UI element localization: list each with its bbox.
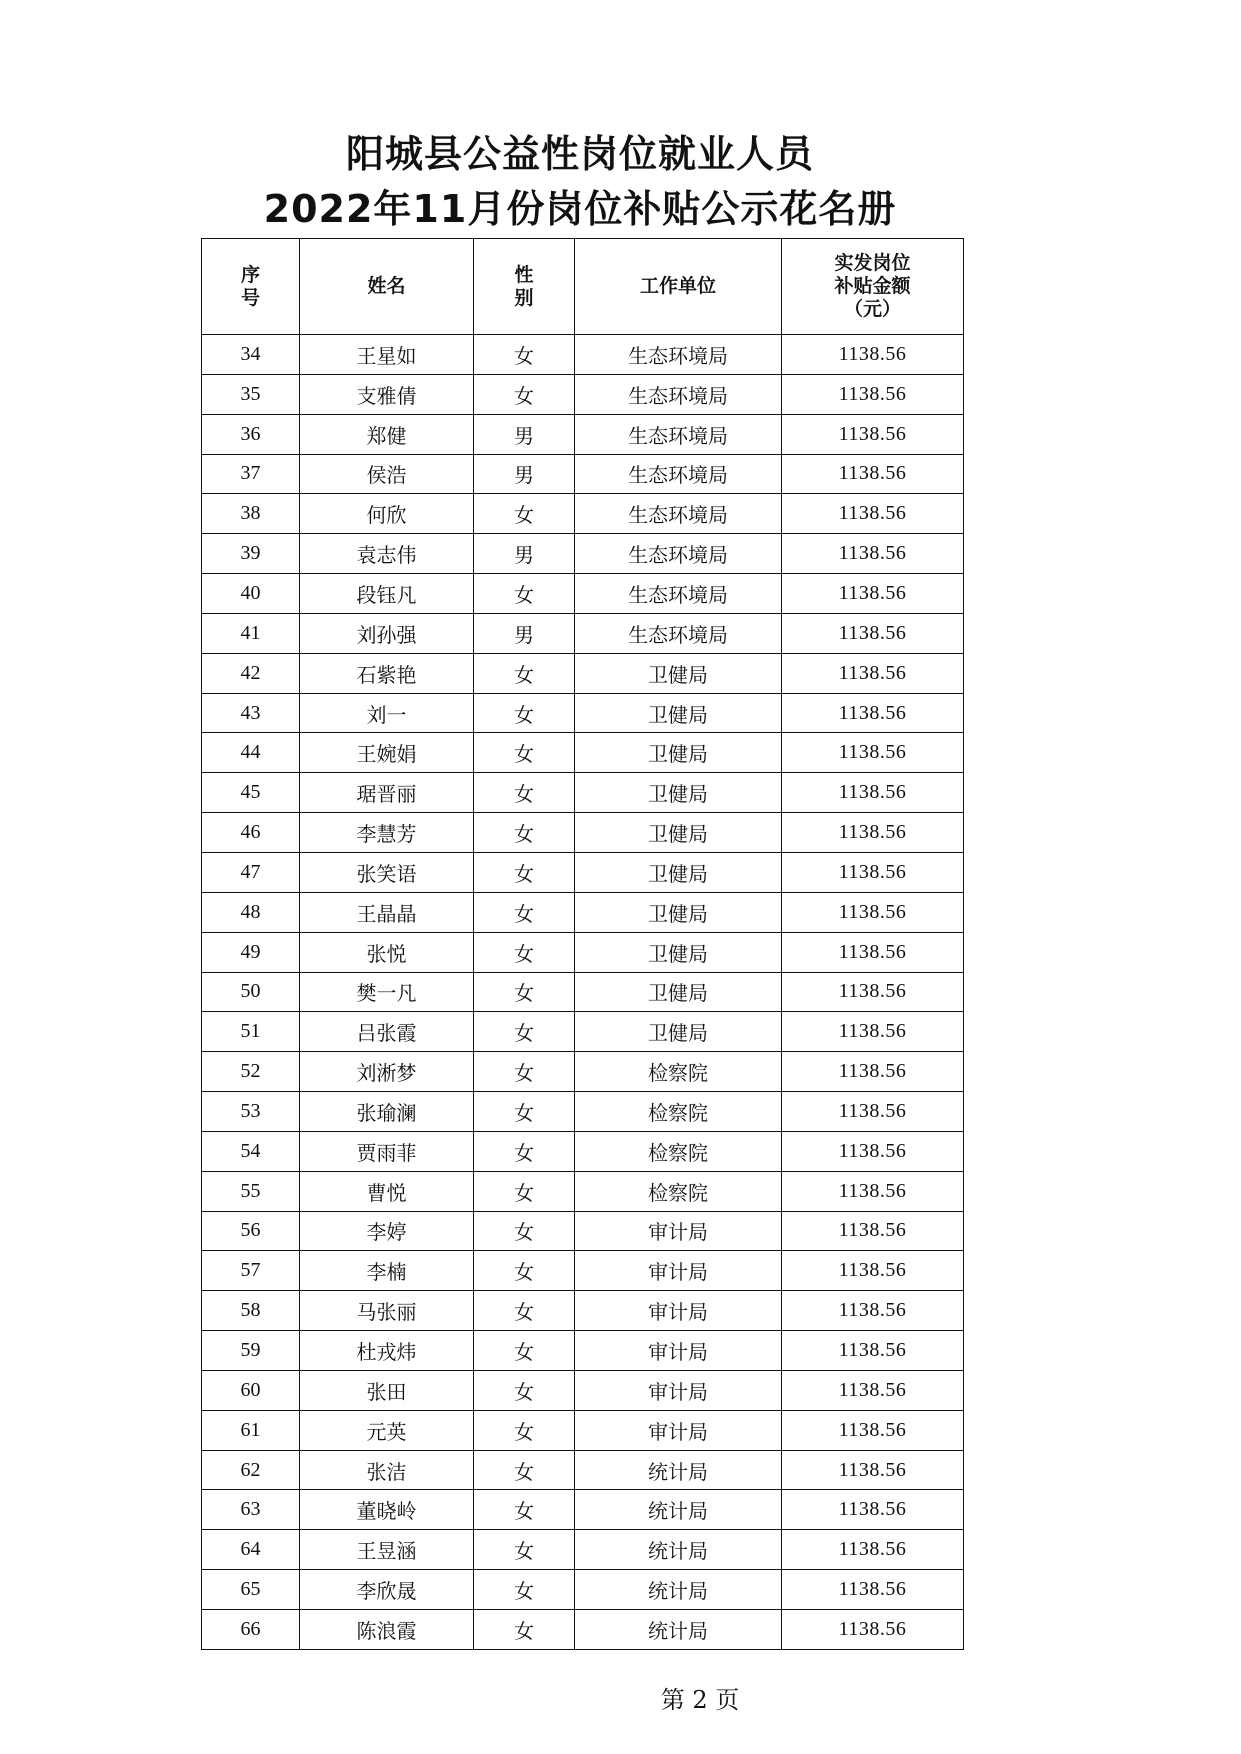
- cell-seq: 37: [202, 454, 300, 494]
- table-header-row: [202, 239, 964, 335]
- cell-seq: 52: [202, 1052, 300, 1092]
- cell-gender: 女: [474, 972, 575, 1012]
- cell-unit: 检察院: [575, 1171, 782, 1211]
- cell-seq: 45: [202, 773, 300, 813]
- cell-amount: 1138.56: [782, 1291, 964, 1331]
- cell-seq: 35: [202, 374, 300, 414]
- table-row: [202, 813, 964, 853]
- cell-gender: 女: [474, 1171, 575, 1211]
- cell-amount: 1138.56: [782, 892, 964, 932]
- cell-unit: 统计局: [575, 1490, 782, 1530]
- table-row: [202, 932, 964, 972]
- cell-gender: 女: [474, 932, 575, 972]
- cell-seq: 34: [202, 335, 300, 375]
- cell-amount: 1138.56: [782, 1410, 964, 1450]
- header-seq: [202, 239, 300, 335]
- cell-amount: 1138.56: [782, 454, 964, 494]
- cell-seq: 49: [202, 932, 300, 972]
- cell-unit: 卫健局: [575, 733, 782, 773]
- cell-name: 元英: [300, 1410, 474, 1450]
- cell-amount: 1138.56: [782, 1490, 964, 1530]
- cell-amount: 1138.56: [782, 613, 964, 653]
- header-amount-line: 补贴金额: [834, 275, 911, 297]
- cell-name: 何欣: [300, 494, 474, 534]
- cell-seq: 47: [202, 852, 300, 892]
- cell-unit: 卫健局: [575, 972, 782, 1012]
- cell-amount: 1138.56: [782, 1370, 964, 1410]
- cell-amount: 1138.56: [782, 534, 964, 574]
- cell-amount: 1138.56: [782, 773, 964, 813]
- cell-seq: 63: [202, 1490, 300, 1530]
- cell-name: 李慧芳: [300, 813, 474, 853]
- cell-gender: 女: [474, 1370, 575, 1410]
- cell-amount: 1138.56: [782, 733, 964, 773]
- cell-name: 李欣晟: [300, 1570, 474, 1610]
- table-row: [202, 773, 964, 813]
- cell-unit: 生态环境局: [575, 613, 782, 653]
- table-row: [202, 1490, 964, 1530]
- cell-gender: 女: [474, 733, 575, 773]
- table-row: [202, 1570, 964, 1610]
- cell-seq: 55: [202, 1171, 300, 1211]
- cell-seq: 61: [202, 1410, 300, 1450]
- cell-unit: 审计局: [575, 1291, 782, 1331]
- cell-gender: 女: [474, 1610, 575, 1650]
- cell-unit: 检察院: [575, 1052, 782, 1092]
- table-row: [202, 613, 964, 653]
- table-row: [202, 1410, 964, 1450]
- cell-unit: 卫健局: [575, 653, 782, 693]
- cell-amount: 1138.56: [782, 494, 964, 534]
- table-row: [202, 1171, 964, 1211]
- table-row: [202, 693, 964, 733]
- cell-name: 马张丽: [300, 1291, 474, 1331]
- cell-gender: 女: [474, 852, 575, 892]
- cell-gender: 女: [474, 1450, 575, 1490]
- cell-seq: 62: [202, 1450, 300, 1490]
- title-line-2: 2022年11月份岗位补贴公示花名册: [263, 187, 897, 231]
- cell-gender: 女: [474, 335, 575, 375]
- cell-seq: 60: [202, 1370, 300, 1410]
- cell-amount: 1138.56: [782, 1530, 964, 1570]
- header-gender: [474, 239, 575, 335]
- cell-name: 侯浩: [300, 454, 474, 494]
- cell-gender: 女: [474, 1052, 575, 1092]
- table-row: [202, 1211, 964, 1251]
- cell-unit: 生态环境局: [575, 374, 782, 414]
- cell-gender: 女: [474, 374, 575, 414]
- title-line-1: 阳城县公益性岗位就业人员: [345, 132, 814, 176]
- cell-name: 刘一: [300, 693, 474, 733]
- table-row: [202, 494, 964, 534]
- cell-seq: 48: [202, 892, 300, 932]
- table-row: [202, 1530, 964, 1570]
- table-row: [202, 1291, 964, 1331]
- page-number: 第 2 页: [660, 1686, 740, 1714]
- cell-amount: 1138.56: [782, 1131, 964, 1171]
- cell-gender: 女: [474, 1012, 575, 1052]
- cell-amount: 1138.56: [782, 1012, 964, 1052]
- cell-amount: 1138.56: [782, 1211, 964, 1251]
- header-name: 姓名: [300, 239, 474, 335]
- cell-amount: 1138.56: [782, 1450, 964, 1490]
- cell-name: 陈浪霞: [300, 1610, 474, 1650]
- cell-seq: 57: [202, 1251, 300, 1291]
- cell-seq: 65: [202, 1570, 300, 1610]
- header-amount-line: （元）: [843, 298, 901, 320]
- table-row: [202, 534, 964, 574]
- cell-unit: 审计局: [575, 1251, 782, 1291]
- cell-gender: 女: [474, 1570, 575, 1610]
- table-row: [202, 1092, 964, 1132]
- cell-name: 杜戎炜: [300, 1331, 474, 1371]
- cell-unit: 卫健局: [575, 813, 782, 853]
- cell-unit: 生态环境局: [575, 534, 782, 574]
- cell-name: 王昱涵: [300, 1530, 474, 1570]
- cell-amount: 1138.56: [782, 693, 964, 733]
- header-gender-line: 别: [514, 286, 534, 309]
- cell-gender: 男: [474, 454, 575, 494]
- table-row: [202, 1370, 964, 1410]
- cell-gender: 女: [474, 693, 575, 733]
- cell-seq: 43: [202, 693, 300, 733]
- cell-amount: 1138.56: [782, 414, 964, 454]
- cell-name: 董晓岭: [300, 1490, 474, 1530]
- cell-amount: 1138.56: [782, 1171, 964, 1211]
- cell-gender: 女: [474, 494, 575, 534]
- cell-name: 樊一凡: [300, 972, 474, 1012]
- table-row: [202, 972, 964, 1012]
- cell-amount: 1138.56: [782, 374, 964, 414]
- cell-seq: 64: [202, 1530, 300, 1570]
- cell-gender: 女: [474, 1211, 575, 1251]
- cell-name: 王星如: [300, 335, 474, 375]
- cell-amount: 1138.56: [782, 574, 964, 614]
- table-row: [202, 1251, 964, 1291]
- table-row: [202, 414, 964, 454]
- table-row: [202, 1131, 964, 1171]
- table-row: [202, 1052, 964, 1092]
- cell-amount: 1138.56: [782, 1251, 964, 1291]
- cell-gender: 男: [474, 613, 575, 653]
- cell-unit: 卫健局: [575, 773, 782, 813]
- cell-gender: 女: [474, 1092, 575, 1132]
- cell-gender: 女: [474, 1251, 575, 1291]
- cell-unit: 检察院: [575, 1131, 782, 1171]
- cell-unit: 生态环境局: [575, 335, 782, 375]
- cell-seq: 51: [202, 1012, 300, 1052]
- cell-unit: 卫健局: [575, 1012, 782, 1052]
- cell-gender: 女: [474, 1291, 575, 1331]
- cell-amount: 1138.56: [782, 1570, 964, 1610]
- table-row: [202, 1450, 964, 1490]
- cell-unit: 统计局: [575, 1450, 782, 1490]
- cell-unit: 检察院: [575, 1092, 782, 1132]
- cell-unit: 审计局: [575, 1211, 782, 1251]
- cell-unit: 生态环境局: [575, 574, 782, 614]
- table-row: [202, 733, 964, 773]
- cell-name: 曹悦: [300, 1171, 474, 1211]
- table-row: [202, 852, 964, 892]
- table-row: [202, 1610, 964, 1650]
- cell-seq: 40: [202, 574, 300, 614]
- cell-name: 张田: [300, 1370, 474, 1410]
- cell-gender: 男: [474, 414, 575, 454]
- cell-name: 刘淅梦: [300, 1052, 474, 1092]
- cell-gender: 男: [474, 534, 575, 574]
- table-row: [202, 653, 964, 693]
- table-row: [202, 892, 964, 932]
- cell-name: 郑健: [300, 414, 474, 454]
- cell-gender: 女: [474, 773, 575, 813]
- cell-name: 张瑜澜: [300, 1092, 474, 1132]
- cell-unit: 生态环境局: [575, 494, 782, 534]
- header-gender-line: 性: [514, 263, 534, 286]
- cell-unit: 审计局: [575, 1410, 782, 1450]
- cell-amount: 1138.56: [782, 972, 964, 1012]
- cell-seq: 50: [202, 972, 300, 1012]
- cell-name: 支雅倩: [300, 374, 474, 414]
- cell-unit: 审计局: [575, 1331, 782, 1371]
- cell-name: 李婷: [300, 1211, 474, 1251]
- cell-name: 王婉娟: [300, 733, 474, 773]
- cell-gender: 女: [474, 813, 575, 853]
- table-row: [202, 1012, 964, 1052]
- cell-gender: 女: [474, 1410, 575, 1450]
- cell-name: 段钰凡: [300, 574, 474, 614]
- cell-name: 刘孙强: [300, 613, 474, 653]
- cell-seq: 59: [202, 1331, 300, 1371]
- cell-unit: 卫健局: [575, 932, 782, 972]
- header-seq-line: 序: [240, 263, 260, 286]
- cell-unit: 审计局: [575, 1370, 782, 1410]
- cell-gender: 女: [474, 1530, 575, 1570]
- cell-gender: 女: [474, 1490, 575, 1530]
- cell-amount: 1138.56: [782, 1610, 964, 1650]
- cell-name: 张笑语: [300, 852, 474, 892]
- cell-name: 琚晋丽: [300, 773, 474, 813]
- cell-unit: 生态环境局: [575, 454, 782, 494]
- cell-seq: 58: [202, 1291, 300, 1331]
- cell-name: 贾雨菲: [300, 1131, 474, 1171]
- cell-gender: 女: [474, 892, 575, 932]
- cell-gender: 女: [474, 1331, 575, 1371]
- cell-seq: 54: [202, 1131, 300, 1171]
- table-row: [202, 1331, 964, 1371]
- cell-seq: 36: [202, 414, 300, 454]
- cell-name: 袁志伟: [300, 534, 474, 574]
- cell-name: 王晶晶: [300, 892, 474, 932]
- cell-unit: 统计局: [575, 1570, 782, 1610]
- cell-gender: 女: [474, 653, 575, 693]
- cell-amount: 1138.56: [782, 813, 964, 853]
- cell-amount: 1138.56: [782, 852, 964, 892]
- cell-seq: 41: [202, 613, 300, 653]
- cell-unit: 统计局: [575, 1530, 782, 1570]
- cell-name: 张悦: [300, 932, 474, 972]
- cell-amount: 1138.56: [782, 932, 964, 972]
- cell-seq: 66: [202, 1610, 300, 1650]
- header-amount-line: 实发岗位: [834, 252, 911, 274]
- cell-unit: 卫健局: [575, 693, 782, 733]
- header-unit: 工作单位: [575, 239, 782, 335]
- cell-amount: 1138.56: [782, 1052, 964, 1092]
- cell-gender: 女: [474, 574, 575, 614]
- cell-amount: 1138.56: [782, 1092, 964, 1132]
- cell-seq: 53: [202, 1092, 300, 1132]
- table-row: [202, 454, 964, 494]
- cell-name: 张洁: [300, 1450, 474, 1490]
- table-row: [202, 574, 964, 614]
- cell-name: 石紫艳: [300, 653, 474, 693]
- cell-seq: 42: [202, 653, 300, 693]
- table-row: [202, 374, 964, 414]
- cell-amount: 1138.56: [782, 653, 964, 693]
- cell-amount: 1138.56: [782, 1331, 964, 1371]
- cell-amount: 1138.56: [782, 335, 964, 375]
- cell-unit: 生态环境局: [575, 414, 782, 454]
- cell-unit: 卫健局: [575, 892, 782, 932]
- roster-table: [201, 238, 964, 1650]
- cell-unit: 卫健局: [575, 852, 782, 892]
- cell-name: 吕张霞: [300, 1012, 474, 1052]
- cell-seq: 46: [202, 813, 300, 853]
- header-amount: [782, 239, 964, 335]
- cell-gender: 女: [474, 1131, 575, 1171]
- cell-seq: 44: [202, 733, 300, 773]
- cell-seq: 56: [202, 1211, 300, 1251]
- cell-unit: 统计局: [575, 1610, 782, 1650]
- cell-seq: 39: [202, 534, 300, 574]
- table-row: [202, 335, 964, 375]
- header-seq-line: 号: [240, 286, 260, 309]
- cell-name: 李楠: [300, 1251, 474, 1291]
- cell-seq: 38: [202, 494, 300, 534]
